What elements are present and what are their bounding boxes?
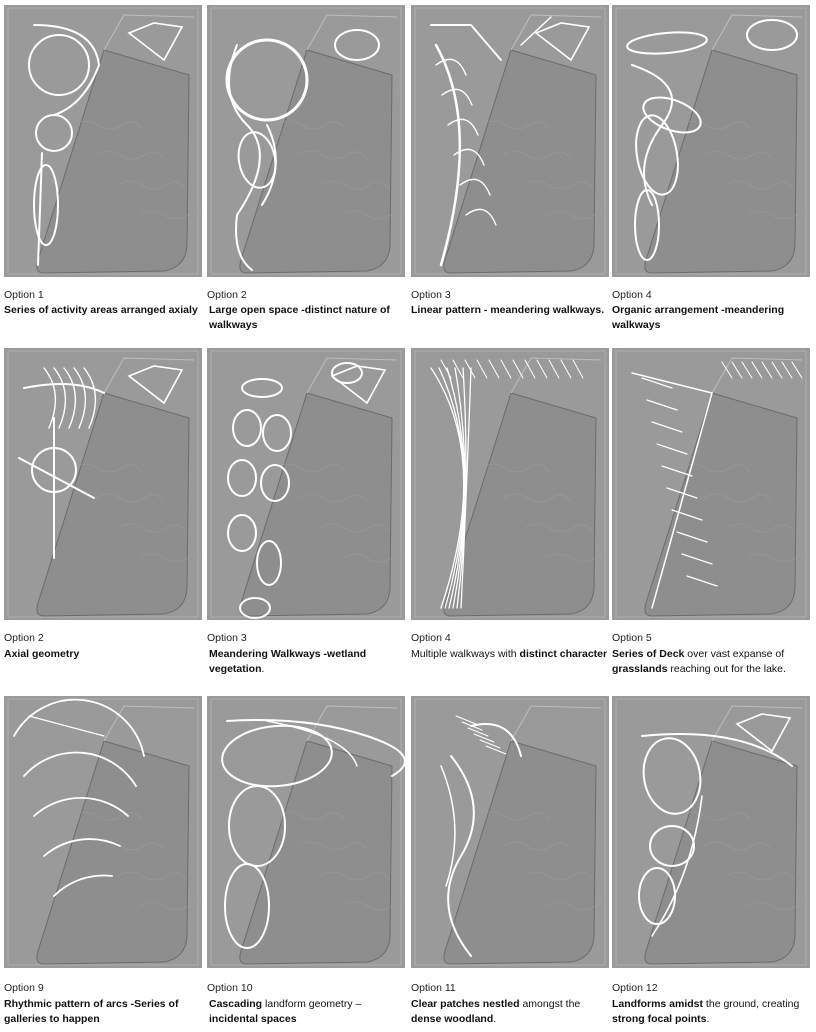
option-description bbox=[411, 647, 609, 662]
description-bold-run: Series of Deck bbox=[612, 648, 685, 660]
option-description bbox=[209, 303, 409, 333]
option-description bbox=[209, 647, 409, 677]
description-run: the ground, creating bbox=[703, 998, 800, 1010]
option-label: Option 3 bbox=[411, 289, 451, 301]
description-bold-run: Landforms amidst bbox=[612, 998, 704, 1010]
site-plan-image bbox=[411, 696, 609, 968]
description-run: Multiple walkways with bbox=[411, 648, 520, 660]
option-label: Option 9 bbox=[4, 982, 44, 994]
option-description bbox=[4, 997, 204, 1027]
option-card bbox=[207, 696, 405, 1031]
description-run: . bbox=[261, 663, 265, 675]
option-label: Option 5 bbox=[612, 632, 652, 644]
description-bold-run: Cascading bbox=[209, 998, 266, 1010]
site-plan-image bbox=[207, 348, 405, 620]
option-description bbox=[411, 997, 609, 1027]
option-card bbox=[612, 5, 810, 337]
description-bold-run: Linear pattern - meandering walkways. bbox=[411, 304, 605, 316]
site-plan-image bbox=[612, 696, 810, 968]
option-card bbox=[4, 5, 202, 337]
site-plan-image bbox=[411, 348, 609, 620]
description-run: . bbox=[706, 1013, 710, 1025]
site-plan-image bbox=[4, 696, 202, 968]
option-label: Option 4 bbox=[612, 289, 652, 301]
option-label: Option 11 bbox=[411, 982, 456, 994]
option-description bbox=[612, 303, 810, 333]
description-run: . bbox=[493, 1013, 497, 1025]
description-bold-run: Clear patches nestled bbox=[411, 998, 520, 1010]
option-description bbox=[4, 303, 204, 318]
description-bold-run: incidental spaces bbox=[209, 1013, 297, 1025]
option-label: Option 4 bbox=[411, 632, 451, 644]
description-bold-run: Axial geometry bbox=[4, 648, 80, 660]
option-description bbox=[209, 997, 409, 1027]
description-run: over vast expanse of bbox=[684, 648, 785, 660]
description-bold-run: strong focal points bbox=[612, 1013, 707, 1025]
option-card bbox=[411, 5, 609, 337]
site-plan-image bbox=[411, 5, 609, 277]
site-plan-image bbox=[4, 348, 202, 620]
description-run: reaching out for the lake. bbox=[667, 663, 786, 675]
option-description bbox=[4, 647, 204, 662]
option-card bbox=[411, 348, 609, 681]
option-label: Option 2 bbox=[4, 632, 44, 644]
option-label: Option 3 bbox=[207, 632, 247, 644]
option-description bbox=[411, 303, 609, 318]
option-card bbox=[207, 5, 405, 337]
option-card bbox=[4, 696, 202, 1031]
option-label: Option 10 bbox=[207, 982, 253, 994]
option-description bbox=[612, 647, 810, 677]
option-label: Option 12 bbox=[612, 982, 658, 994]
option-label: Option 2 bbox=[207, 289, 247, 301]
option-card bbox=[207, 348, 405, 681]
description-bold-run: dense woodland bbox=[411, 1013, 494, 1025]
description-bold-run: Large open space -distinct nature of walkways bbox=[209, 304, 390, 331]
site-plan-image bbox=[207, 696, 405, 968]
description-run: amongst the bbox=[519, 998, 581, 1010]
site-plan-image bbox=[207, 5, 405, 277]
description-bold-run: Meandering Walkways -wetland vegetation bbox=[209, 648, 367, 675]
description-bold-run: Rhythmic pattern of arcs -Series of galleries to happen bbox=[4, 998, 179, 1025]
option-description bbox=[612, 997, 810, 1027]
option-card bbox=[612, 348, 810, 681]
description-run: landform geometry – bbox=[265, 998, 362, 1010]
site-plan-image bbox=[4, 5, 202, 277]
option-card bbox=[4, 348, 202, 681]
description-bold-run: Organic arrangement -meandering walkways bbox=[612, 304, 785, 331]
description-bold-run: distinct character bbox=[519, 648, 608, 660]
site-plan-image bbox=[612, 5, 810, 277]
option-card bbox=[612, 696, 810, 1031]
site-plan-image bbox=[612, 348, 810, 620]
description-bold-run: grasslands bbox=[612, 663, 668, 675]
description-bold-run: Series of activity areas arranged axialy bbox=[4, 304, 198, 316]
option-label: Option 1 bbox=[4, 289, 44, 301]
option-card bbox=[411, 696, 609, 1031]
